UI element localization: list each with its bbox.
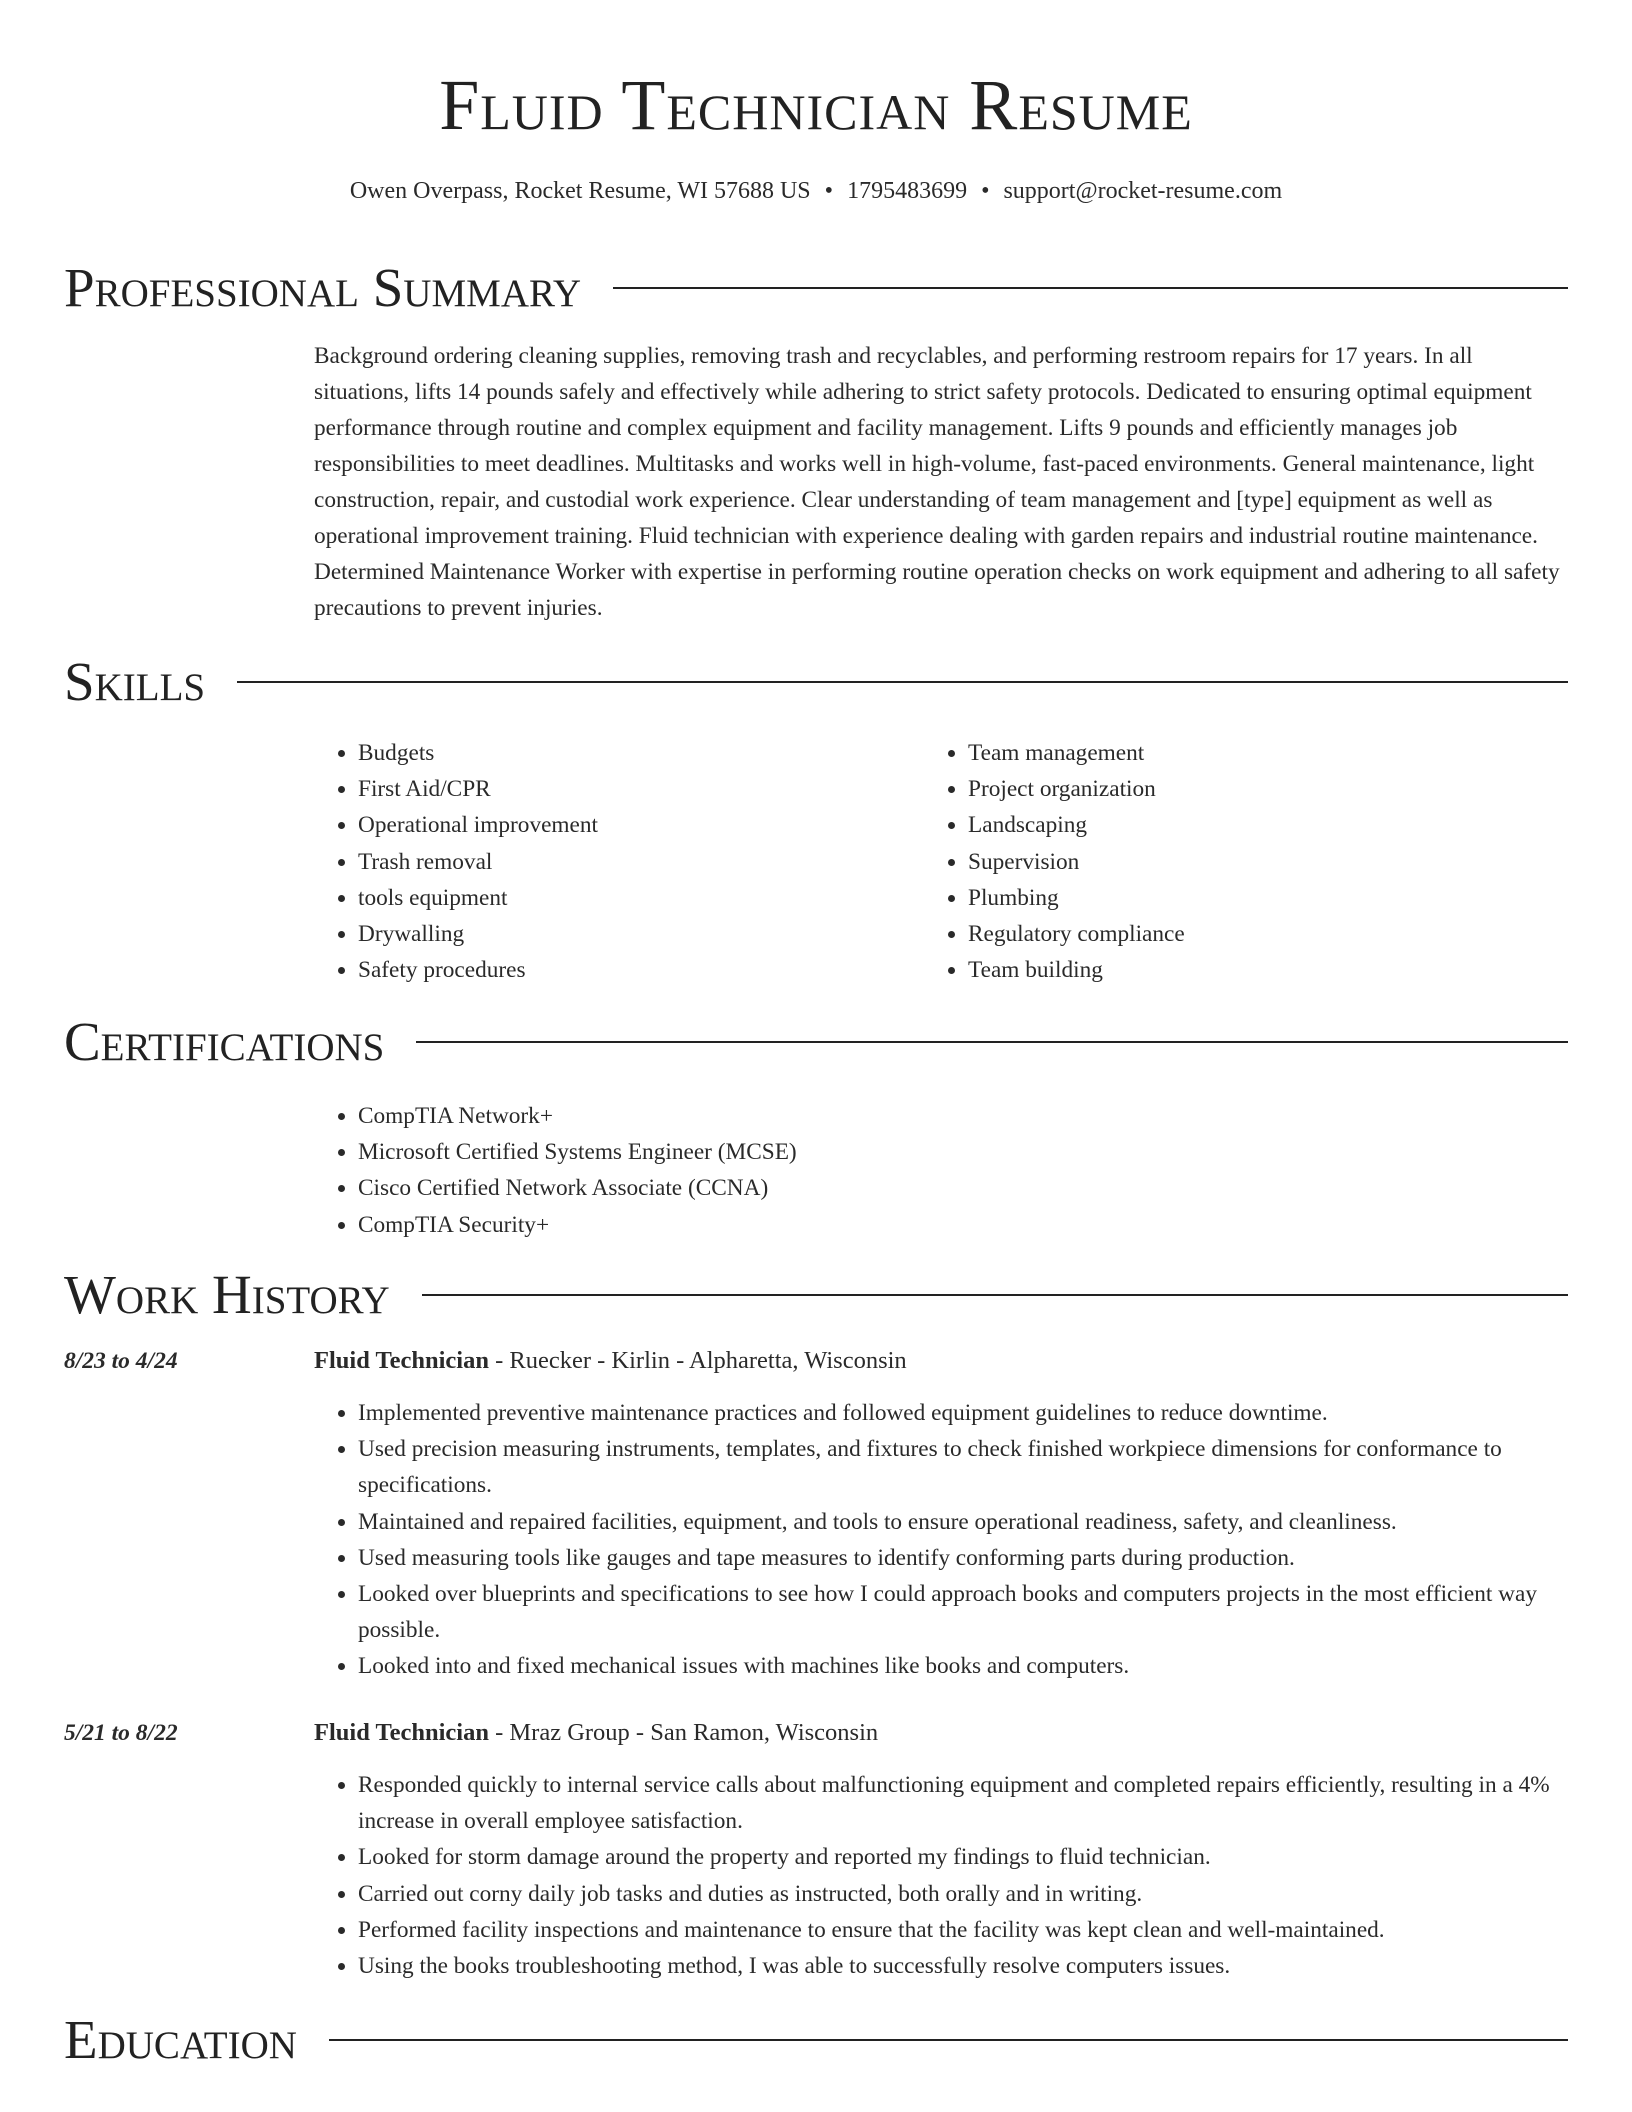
skill-item: • Regulatory compliance: [968, 916, 1524, 952]
job-heading: [314, 1345, 907, 1377]
skill-item: • Drywalling: [358, 916, 914, 952]
job-duty-item: • Implemented preventive maintenance practices and followed equipment guidelines to reduce downtime.: [358, 1395, 1568, 1431]
skill-item: • Operational improvement: [358, 807, 914, 843]
contact-email: support@rocket-resume.com: [1003, 178, 1283, 204]
job-dates: 8/23 to 4/24: [64, 1348, 178, 1374]
job-duty-item: • Looked into and fixed mechanical issues with machines like books and computers.: [358, 1648, 1568, 1684]
job-duty-item: • Looked for storm damage around the property and reported my findings to fluid technician.: [358, 1839, 1568, 1875]
job-title: Fluid Technician: [314, 1719, 489, 1746]
skill-item: • Landscaping: [968, 807, 1524, 843]
certification-item: • Microsoft Certified Systems Engineer (MCSE): [358, 1134, 1314, 1170]
skill-item: • Supervision: [968, 844, 1524, 880]
certification-item: • Cisco Certified Network Associate (CCNA): [358, 1170, 1314, 1206]
job-duty-item: • Performed facility inspections and maintenance to ensure that the facility was kept clean and well-maintained.: [358, 1912, 1568, 1948]
section-header-summary: [64, 258, 1568, 318]
section-title-skills: Skills: [64, 651, 206, 712]
section-title-certifications: Certifications: [64, 1011, 385, 1072]
section-title-work-history: Work History: [64, 1264, 390, 1325]
section-divider: [613, 287, 1568, 289]
section-divider: [422, 1294, 1568, 1296]
job-duty-item: • Used precision measuring instruments, templates, and fixtures to check finished workpiece dimensions for conformance to specifications.: [358, 1431, 1568, 1503]
skill-item: • Project organization: [968, 771, 1524, 807]
section-header-work-history: [64, 1265, 1568, 1325]
job-duty-item: • Using the books troubleshooting method, I was able to successfully resolve computers issues.: [358, 1948, 1568, 1984]
section-header-certifications: [64, 1012, 1568, 1072]
job-duty-item: • Carried out corny daily job tasks and duties as instructed, both orally and in writing.: [358, 1876, 1568, 1912]
job-title: Fluid Technician: [314, 1347, 489, 1374]
job-employer-location: - Ruecker - Kirlin - Alpharetta, Wisconsin: [488, 1347, 907, 1374]
section-header-skills: [64, 652, 1568, 712]
resume-title: Fluid Technician Resume: [439, 65, 1193, 145]
skill-item: • Plumbing: [968, 880, 1524, 916]
certification-item: • CompTIA Security+: [358, 1207, 1314, 1243]
job-heading: [314, 1717, 878, 1749]
job-duty-item: • Responded quickly to internal service calls about malfunctioning equipment and completed repairs efficiently, resulting in a 4% increase in overall employee satisfaction.: [358, 1767, 1568, 1839]
job-duty-item: • Used measuring tools like gauges and tape measures to identify conforming parts during production.: [358, 1540, 1568, 1576]
contact-phone: 1795483699: [847, 178, 968, 204]
skill-item: • Team management: [968, 735, 1524, 771]
skill-item: • Budgets: [358, 735, 914, 771]
skills-column-right: [924, 735, 1524, 988]
job-duties: [314, 1767, 1568, 1984]
contact-address: Owen Overpass, Rocket Resume, WI 57688 US: [349, 178, 811, 204]
section-header-education: [64, 2010, 1568, 2070]
section-divider: [329, 2039, 1568, 2041]
contact-separator: •: [824, 178, 834, 204]
job-duty-item: • Maintained and repaired facilities, equipment, and tools to ensure operational readiness, safety, and cleanliness.: [358, 1504, 1568, 1540]
section-divider: [237, 681, 1568, 683]
skill-item: • Safety procedures: [358, 952, 914, 988]
contact-separator: •: [981, 178, 990, 204]
skill-item: • First Aid/CPR: [358, 771, 914, 807]
job-duties: [314, 1395, 1568, 1685]
skill-item: • tools equipment: [358, 880, 914, 916]
skill-item: • Team building: [968, 952, 1524, 988]
section-title-education: Education: [64, 2009, 297, 2070]
skill-item: • Trash removal: [358, 844, 914, 880]
job-dates: 5/21 to 8/22: [64, 1720, 178, 1746]
certifications-list: [314, 1098, 1314, 1243]
section-title-summary: Professional Summary: [64, 257, 582, 318]
job-employer-location: - Mraz Group - San Ramon, Wisconsin: [488, 1719, 879, 1746]
section-divider: [416, 1041, 1568, 1043]
job-duty-item: • Looked over blueprints and specifications to see how I could approach books and computers projects in the most efficient way possible.: [358, 1576, 1568, 1648]
certification-item: • CompTIA Network+: [358, 1098, 1314, 1134]
skills-column-left: [314, 735, 914, 988]
summary-text: Background ordering cleaning supplies, removing trash and recyclables, and performing restroom repairs for 17 years. In all situations, lifts 14 pounds safely and effectively while adhering to strict safety protocols. Dedicated to ensuring optimal equipment performance through routine and complex equipment and facility management. Lifts 9 pounds and efficiently manages job responsibilities to meet deadlines. Multitasks and works well in high-volume, fast-paced environments. General maintenance, light construction, repair, and custodial work experience. Clear understanding of team management and [type] equipment as well as operational improvement training. Fluid technician with experience dealing with garden repairs and industrial routine maintenance. Determined Maintenance Worker with expertise in performing routine operation checks on work equipment and adhering to all safety precautions to prevent injuries.: [314, 343, 1560, 621]
contact-line: [0, 176, 1632, 206]
